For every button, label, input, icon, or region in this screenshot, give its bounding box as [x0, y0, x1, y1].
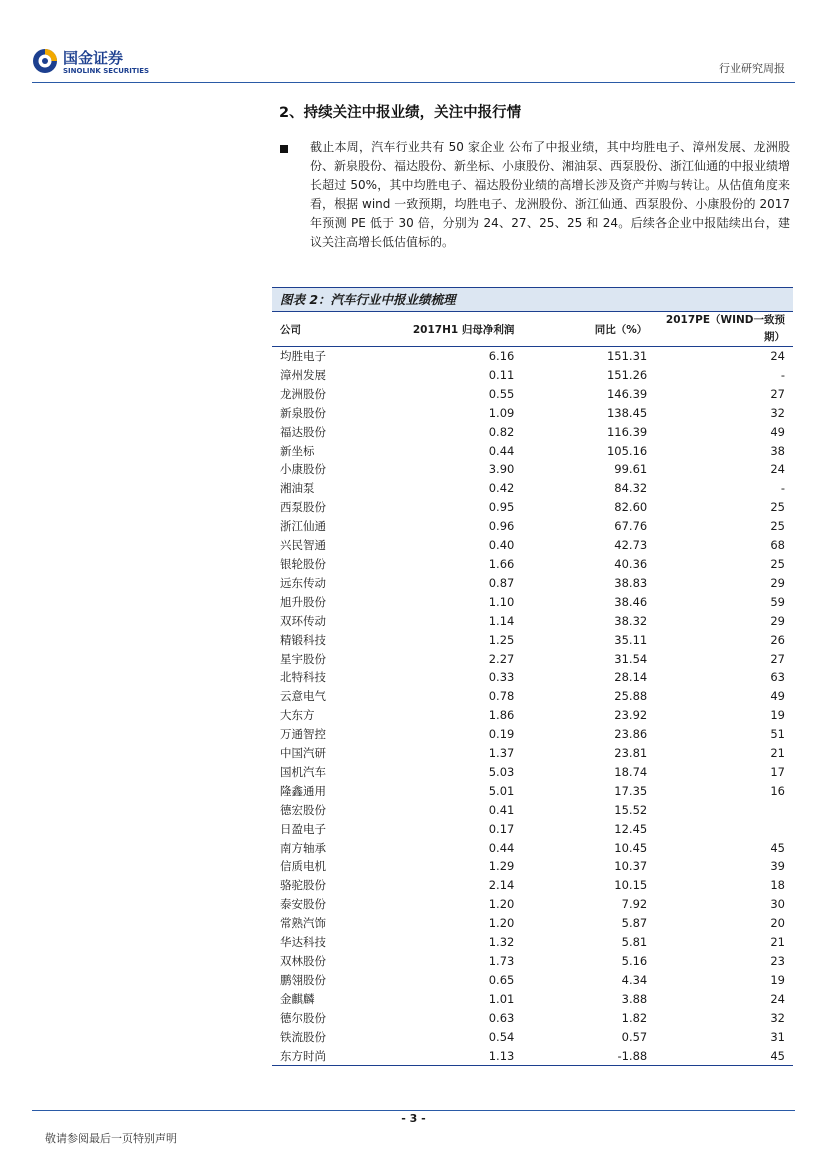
header-pe: 2017PE（WIND一致预期）	[655, 312, 793, 347]
cell-net-profit: 5.03	[488, 764, 515, 779]
cell-company: 精锻科技	[280, 632, 326, 647]
cell-net-profit: 1.37	[488, 746, 515, 761]
cell-net-profit: 0.17	[488, 821, 515, 836]
logo-chinese-name: 国金证券	[63, 49, 124, 67]
table-header-row	[272, 312, 793, 347]
cell-yoy: 0.57	[621, 1029, 648, 1044]
cell-yoy: 1.82	[621, 1010, 648, 1025]
cell-yoy: 38.46	[614, 594, 648, 609]
cell-net-profit: 0.55	[488, 386, 515, 401]
cell-net-profit: 0.41	[488, 802, 515, 817]
cell-company: 湘油泵	[280, 481, 315, 496]
cell-pe: 20	[770, 916, 785, 931]
cell-yoy: 28.14	[614, 670, 648, 685]
cell-net-profit: 0.40	[488, 538, 515, 553]
table-row	[272, 876, 793, 895]
footer-divider	[32, 1110, 795, 1111]
cell-company: 西泵股份	[280, 500, 326, 515]
cell-net-profit: 1.32	[488, 935, 515, 950]
cell-pe: 27	[770, 651, 785, 666]
cell-net-profit: 0.63	[488, 1010, 515, 1025]
cell-pe: 51	[770, 727, 785, 742]
cell-net-profit: 1.14	[488, 613, 515, 628]
table-row	[272, 404, 793, 423]
logo-english-name: SINOLINK SECURITIES	[63, 67, 150, 75]
cell-company: 银轮股份	[280, 556, 326, 571]
cell-pe: 24	[770, 349, 785, 363]
cell-company: 新坐标	[280, 443, 315, 458]
cell-net-profit: 1.20	[488, 916, 515, 931]
table-body	[272, 347, 793, 1066]
header-yoy: 同比（%）	[522, 312, 655, 347]
header-company: 公司	[272, 312, 389, 347]
cell-pe: 19	[770, 708, 785, 723]
cell-yoy: 116.39	[606, 424, 648, 439]
table-row	[272, 839, 793, 858]
cell-net-profit: 0.65	[488, 972, 515, 987]
table-row	[272, 555, 793, 574]
cell-company: 铁流股份	[280, 1029, 326, 1044]
cell-yoy: 31.54	[614, 651, 648, 666]
table-row	[272, 820, 793, 839]
cell-net-profit: 2.14	[488, 878, 515, 893]
cell-company: 德尔股份	[280, 1010, 326, 1025]
cell-yoy: 84.32	[614, 481, 648, 496]
cell-company: 泰安股份	[280, 897, 326, 912]
table-row	[272, 763, 793, 782]
table-row	[272, 347, 793, 366]
cell-yoy: 17.35	[614, 783, 648, 798]
cell-company: 均胜电子	[280, 349, 326, 363]
cell-net-profit: 3.90	[488, 462, 515, 477]
cell-pe: 21	[770, 935, 785, 950]
section-title: 2、持续关注中报业绩，关注中报行情	[279, 105, 522, 121]
cell-company: 日盈电子	[280, 821, 326, 836]
cell-company: 大东方	[280, 708, 315, 723]
summary-paragraph: 截止本周，汽车行业共有 50 家企业 公布了中报业绩，其中均胜电子、漳州发展、龙洲股份、新泉股份、福达股份、新坐标、小康股份、湘油泵、西泵股份、浙江仙通的中报业绩增长超过 50%，其中均胜电子、福达股份业绩的高增长涉及资产并购与转让。从估值角度来看，根据 wind 一致预期，均胜电子、龙洲股份、浙江仙通、西泵股份、小康股份的 2017 年预测 PE 低于 30 倍，分别为 24、27、25、25 和 24。后续各企业中报陆续出台，建议关注高增长低估值标的。	[310, 140, 791, 249]
cell-net-profit: 1.66	[488, 556, 515, 571]
cell-pe: -	[780, 481, 785, 496]
cell-pe: 59	[770, 594, 785, 609]
cell-pe: 24	[770, 991, 785, 1006]
cell-company: 华达科技	[280, 935, 326, 950]
cell-company: 龙洲股份	[280, 386, 326, 401]
cell-pe: 31	[770, 1029, 785, 1044]
cell-pe: 32	[770, 405, 785, 420]
cell-company: 福达股份	[280, 424, 326, 439]
cell-pe: 49	[770, 424, 785, 439]
cell-yoy: 5.16	[621, 954, 648, 968]
cell-yoy: 99.61	[614, 462, 648, 477]
cell-net-profit: 1.25	[488, 632, 515, 647]
earnings-table-container	[272, 287, 793, 1066]
cell-company: 国机汽车	[280, 764, 326, 779]
cell-yoy: 10.37	[614, 859, 648, 874]
cell-company: 东方时尚	[272, 1047, 389, 1066]
cell-pe: 17	[770, 764, 785, 779]
cell-pe: 16	[770, 783, 785, 798]
report-type-label: 行业研究周报	[719, 62, 785, 75]
cell-yoy: 15.52	[614, 802, 648, 817]
cell-yoy: 42.73	[614, 538, 648, 553]
cell-net-profit: 0.78	[488, 689, 515, 704]
cell-yoy: 82.60	[614, 500, 648, 515]
cell-company: 鹏翎股份	[280, 972, 326, 987]
cell-pe: 39	[770, 859, 785, 874]
table-row	[272, 442, 793, 461]
cell-net-profit: 1.09	[488, 405, 515, 420]
cell-pe: 23	[770, 954, 785, 968]
cell-net-profit: 1.29	[488, 859, 515, 874]
cell-yoy: 25.88	[614, 689, 648, 704]
table-row	[272, 971, 793, 990]
cell-company: 漳州发展	[280, 367, 326, 382]
cell-yoy: 151.31	[606, 349, 648, 363]
cell-company: 小康股份	[280, 462, 326, 477]
cell-net-profit: 0.95	[488, 500, 515, 515]
header-divider	[32, 82, 795, 83]
cell-company: 北特科技	[280, 670, 326, 685]
table-row	[272, 1047, 793, 1066]
header-net-profit: 2017H1 归母净利润	[389, 312, 523, 347]
cell-company: 金麒麟	[280, 991, 315, 1006]
cell-yoy: 146.39	[606, 386, 648, 401]
cell-pe: 49	[770, 689, 785, 704]
cell-pe: 25	[770, 500, 785, 515]
cell-company: 万通智控	[280, 727, 326, 742]
cell-company: 兴民智通	[280, 538, 326, 553]
table-row	[272, 914, 793, 933]
cell-pe: 68	[770, 538, 785, 553]
table-row	[272, 668, 793, 687]
cell-pe: 29	[770, 575, 785, 590]
cell-company: 骆驼股份	[280, 878, 326, 893]
cell-yoy: 35.11	[614, 632, 648, 647]
cell-net-profit: 1.20	[488, 897, 515, 912]
table-row	[272, 479, 793, 498]
table-row	[272, 460, 793, 479]
table-row	[272, 687, 793, 706]
table-row	[272, 801, 793, 820]
table-row	[272, 744, 793, 763]
cell-company: 旭升股份	[280, 594, 326, 609]
cell-yoy: 38.83	[614, 575, 648, 590]
cell-net-profit: 1.86	[488, 708, 515, 723]
table-row	[272, 517, 793, 536]
cell-pe: 30	[770, 897, 785, 912]
cell-pe: 45	[655, 1047, 793, 1066]
table-row	[272, 706, 793, 725]
cell-net-profit: 0.87	[488, 575, 515, 590]
table-row	[272, 574, 793, 593]
cell-pe: 21	[770, 746, 785, 761]
table-row	[272, 498, 793, 517]
cell-net-profit: 1.73	[488, 954, 515, 968]
cell-yoy: 5.81	[621, 935, 648, 950]
table-row	[272, 1009, 793, 1028]
cell-net-profit: 0.44	[488, 840, 515, 855]
table-row	[272, 650, 793, 669]
cell-net-profit: 5.01	[488, 783, 515, 798]
table-row	[272, 990, 793, 1009]
cell-yoy: 67.76	[614, 519, 648, 534]
cell-yoy: -1.88	[522, 1047, 655, 1066]
cell-yoy: 38.32	[614, 613, 648, 628]
cell-company: 星宇股份	[280, 651, 326, 666]
cell-net-profit: 0.44	[488, 443, 515, 458]
cell-net-profit: 1.13	[389, 1047, 523, 1066]
cell-net-profit: 0.54	[488, 1029, 515, 1044]
table-row	[272, 857, 793, 876]
cell-company: 隆鑫通用	[280, 783, 326, 798]
cell-yoy: 7.92	[621, 897, 648, 912]
cell-company: 双林股份	[280, 954, 326, 968]
cell-pe: 63	[770, 670, 785, 685]
table-row	[272, 593, 793, 612]
cell-pe: 29	[770, 613, 785, 628]
table-row	[272, 631, 793, 650]
table-row	[272, 423, 793, 442]
cell-company: 远东传动	[280, 575, 326, 590]
disclaimer-text: 敬请参阅最后一页特别声明	[45, 1132, 177, 1145]
cell-company: 浙江仙通	[280, 519, 326, 534]
table-row	[272, 536, 793, 555]
cell-yoy: 10.45	[614, 840, 648, 855]
cell-company: 云意电气	[280, 689, 326, 704]
cell-net-profit: 0.11	[488, 367, 515, 382]
table-caption: 图表 2：汽车行业中报业绩梳理	[272, 287, 793, 312]
cell-net-profit: 0.42	[488, 481, 515, 496]
cell-company: 南方轴承	[280, 840, 326, 855]
cell-company: 双环传动	[280, 613, 326, 628]
cell-yoy: 23.92	[614, 708, 648, 723]
cell-yoy: 12.45	[614, 821, 648, 836]
table-row	[272, 933, 793, 952]
cell-yoy: 18.74	[614, 764, 648, 779]
cell-yoy: 23.86	[614, 727, 648, 742]
cell-net-profit: 1.10	[488, 594, 515, 609]
cell-pe: 38	[770, 443, 785, 458]
cell-company: 德宏股份	[280, 802, 326, 817]
cell-net-profit: 0.33	[488, 670, 515, 685]
cell-yoy: 23.81	[614, 746, 648, 761]
cell-pe: 32	[770, 1010, 785, 1025]
cell-pe	[655, 820, 793, 839]
table-row	[272, 952, 793, 971]
cell-pe: 24	[770, 462, 785, 477]
earnings-table	[272, 312, 793, 1066]
cell-pe: 45	[770, 840, 785, 855]
cell-pe: 26	[770, 632, 785, 647]
cell-yoy: 3.88	[621, 991, 648, 1006]
cell-yoy: 138.45	[606, 405, 648, 420]
cell-net-profit: 0.19	[488, 727, 515, 742]
sinolink-logo-icon	[32, 48, 58, 74]
table-row	[272, 612, 793, 631]
cell-company: 信质电机	[280, 859, 326, 874]
table-row	[272, 895, 793, 914]
cell-pe	[655, 801, 793, 820]
table-row	[272, 1028, 793, 1047]
cell-pe: 18	[770, 878, 785, 893]
cell-yoy: 10.15	[614, 878, 648, 893]
table-row	[272, 366, 793, 385]
cell-pe: 27	[770, 386, 785, 401]
cell-pe: -	[780, 367, 785, 382]
cell-yoy: 151.26	[606, 367, 648, 382]
cell-net-profit: 1.01	[488, 991, 515, 1006]
cell-company: 中国汽研	[280, 746, 326, 761]
table-row	[272, 782, 793, 801]
cell-yoy: 4.34	[621, 972, 648, 987]
cell-net-profit: 0.96	[488, 519, 515, 534]
table-row	[272, 385, 793, 404]
cell-pe: 25	[770, 519, 785, 534]
cell-company: 常熟汽饰	[280, 916, 326, 931]
bullet-square-icon	[280, 145, 288, 153]
page-number: - 3 -	[401, 1112, 426, 1125]
cell-company: 新泉股份	[280, 405, 326, 420]
cell-net-profit: 0.82	[488, 424, 515, 439]
cell-yoy: 5.87	[621, 916, 648, 931]
cell-pe: 25	[770, 556, 785, 571]
cell-net-profit: 2.27	[488, 651, 515, 666]
cell-yoy: 40.36	[614, 556, 648, 571]
cell-pe: 19	[770, 972, 785, 987]
cell-yoy: 105.16	[606, 443, 648, 458]
cell-net-profit: 6.16	[488, 349, 515, 363]
table-row	[272, 725, 793, 744]
